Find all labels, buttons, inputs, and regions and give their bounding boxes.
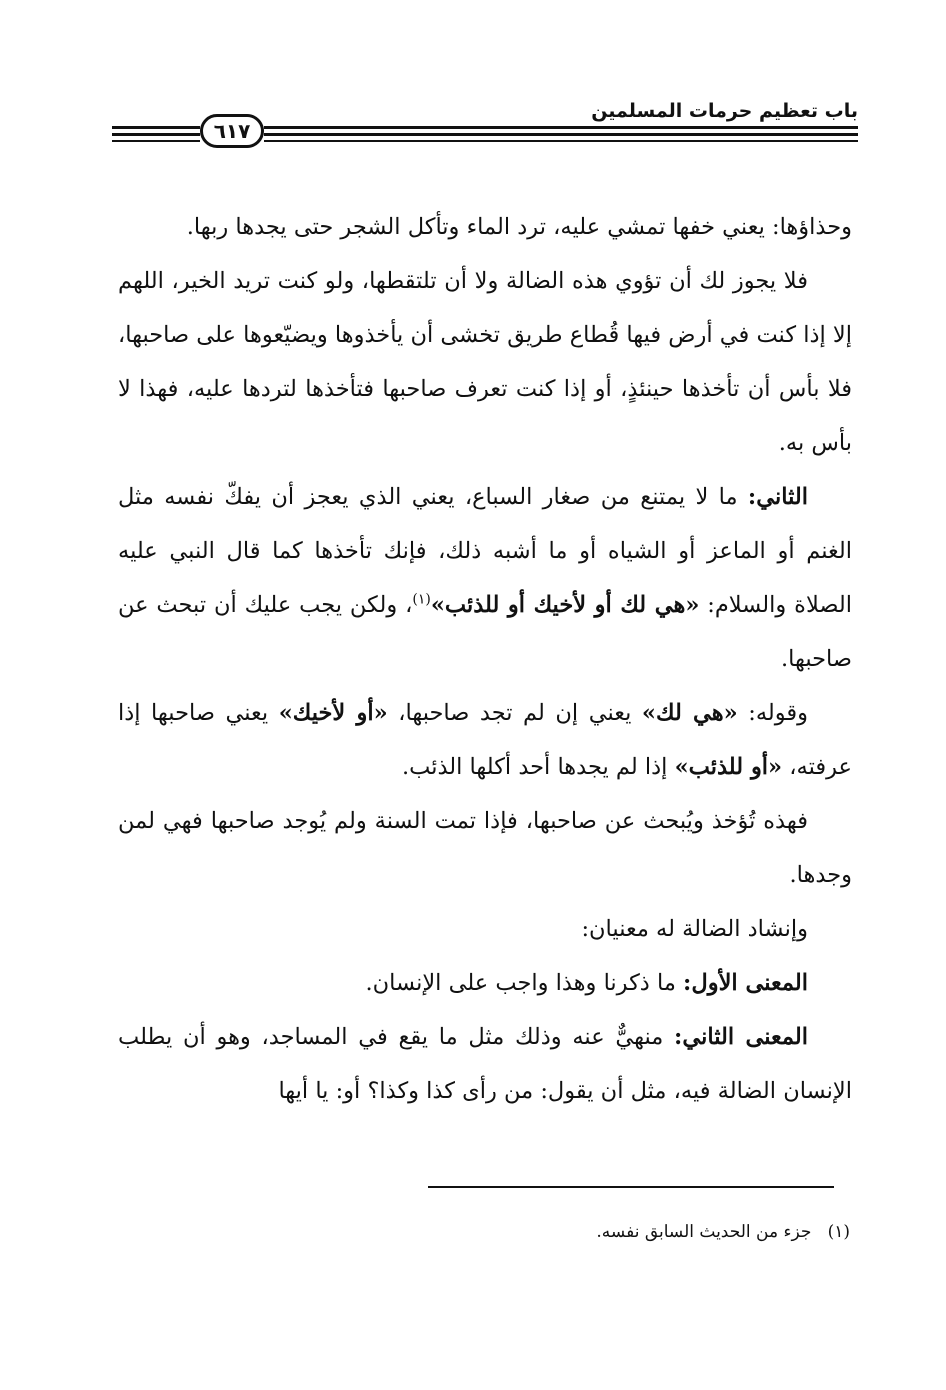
header-rule — [112, 133, 200, 136]
text-run: يعني إن لم تجد صاحبها، — [387, 700, 642, 726]
paragraph: وحذاؤها: يعني خفها تمشي عليه، ترد الماء وتأكل الشجر حتى يجدها ربها. — [186, 214, 852, 240]
page-header — [112, 100, 858, 160]
bold-label: الثاني: — [747, 484, 808, 510]
hadith-quote: «أو لأخيك» — [278, 700, 388, 726]
footnote — [596, 1222, 850, 1242]
paragraph — [118, 470, 852, 686]
text-run: يعني صاحبها إذا عرفته، — [118, 700, 852, 780]
main-text — [118, 200, 852, 1118]
paragraph — [118, 1010, 852, 1118]
footnote-text: جزء من الحديث السابق نفسه. — [596, 1222, 812, 1242]
page-number: ٦١٧ — [200, 114, 264, 148]
header-rule — [112, 140, 200, 142]
header-rule — [264, 140, 858, 142]
paragraph: فلا يجوز لك أن تؤوي هذه الضالة ولا أن تلتقطها، ولو كنت تريد الخير، اللهم إلا إذا كنت في أرض فيها قُطاع طريق تخشى أن يأخذوها ويضيّعوها على صاحبها، فلا بأس أن تأخذها حينئذٍ، أو إذا كنت تعرف صاحبها فتأخذها لتردها عليه، فهذا لا بأس به. — [118, 268, 852, 456]
header-rule — [112, 126, 200, 129]
bold-label: المعنى الأول: — [683, 970, 808, 996]
footnote-ref[interactable]: (١) — [412, 591, 431, 608]
hadith-quote: «هي لك» — [641, 700, 738, 726]
paragraph: فهذه تُؤخذ ويُبحث عن صاحبها، فإذا تمت السنة ولم يُوجد صاحبها فهي لمن وجدها. — [118, 808, 852, 888]
text-run: ، ولكن يجب عليك أن تبحث عن صاحبها. — [118, 592, 852, 672]
paragraph — [118, 956, 852, 1010]
bold-label: المعنى الثاني: — [674, 1024, 809, 1050]
hadith-quote: «أو للذئب» — [674, 754, 783, 780]
header-rule — [264, 126, 858, 129]
text-run: وقوله: — [737, 700, 809, 726]
footnote-divider — [428, 1186, 834, 1188]
paragraph: وإنشاد الضالة له معنيان: — [581, 916, 808, 942]
text-run: ما ذكرنا وهذا واجب على الإنسان. — [365, 970, 684, 996]
footnote-marker: (١) — [827, 1222, 850, 1242]
header-rule — [264, 133, 858, 136]
text-run: منهيٌّ عنه وذلك مثل ما يقع في المساجد، وهو أن يطلب الإنسان الضالة فيه، مثل أن يقول: من رأى كذا وكذا؟ أو: يا أيها — [118, 1024, 852, 1104]
text-run: ما لا يمتنع من صغار السباع، يعني الذي يعجز أن يفكّ نفسه مثل الغنم أو الماعز أو الشياه أو ما أشبه ذلك، فإنك تأخذها كما قال النبي عليه الصلاة والسلام: — [118, 484, 852, 618]
chapter-title: باب تعظيم حرمات المسلمين — [591, 100, 858, 122]
hadith-quote: «هي لك أو لأخيك أو للذئب» — [430, 592, 700, 618]
paragraph — [118, 686, 852, 794]
text-run: إذا لم يجدها أحد أكلها الذئب. — [401, 754, 675, 780]
